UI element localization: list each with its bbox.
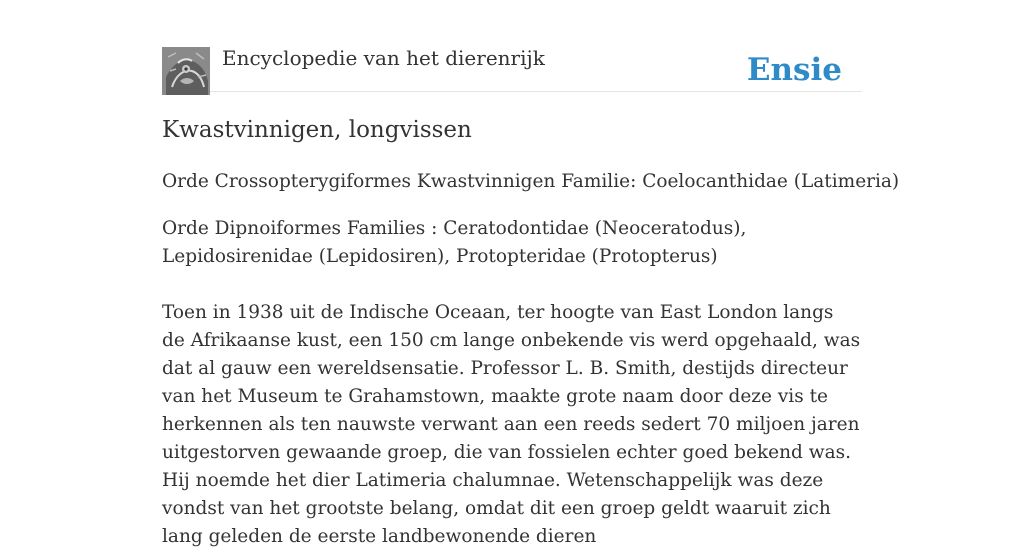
article-paragraph-order-crossopterygiformes: Orde Crossopterygiformes Kwastvinnigen Familie: Coelocanthidae (Latimeria)	[162, 171, 900, 192]
ensie-logo-link[interactable]: Ensie	[746, 52, 842, 88]
animal-illustration-icon[interactable]	[162, 47, 210, 95]
article-paragraph-body: Toen in 1938 uit de Indische Oceaan, ter hoogte van East London langs de Afrikaanse kust, een 150 cm lange onbekende vis werd opgehaald, was dat al gauw een wereldsensatie. Professor L. B. Smith, destijds directeur van het Museum te Grahamstown, maakte grote naam door deze vis te herkennen als ten nauwste verwant aan een reeds sedert 70 miljoen jaren uitgestorven gewaande groep, die van fossielen echter goed bekend was. Hij noemde het dier Latimeria chalumnae. Wetenschappelijk was deze vondst van het grootste belang, omdat dit een groep geldt waaruit zich lang geleden de eerste landbewonende dieren	[162, 302, 861, 547]
article-paragraph-order-dipnoiformes: Orde Dipnoiformes Families : Ceratodontidae (Neoceratodus), Lepidosirenidae (Lepidosiren), Protopteridae (Protopterus)	[162, 218, 747, 267]
page	[162, 0, 900, 547]
header	[162, 0, 862, 92]
article-title: Kwastvinnigen, longvissen	[162, 117, 472, 143]
source-title[interactable]: Encyclopedie van het dierenrijk	[222, 46, 545, 70]
